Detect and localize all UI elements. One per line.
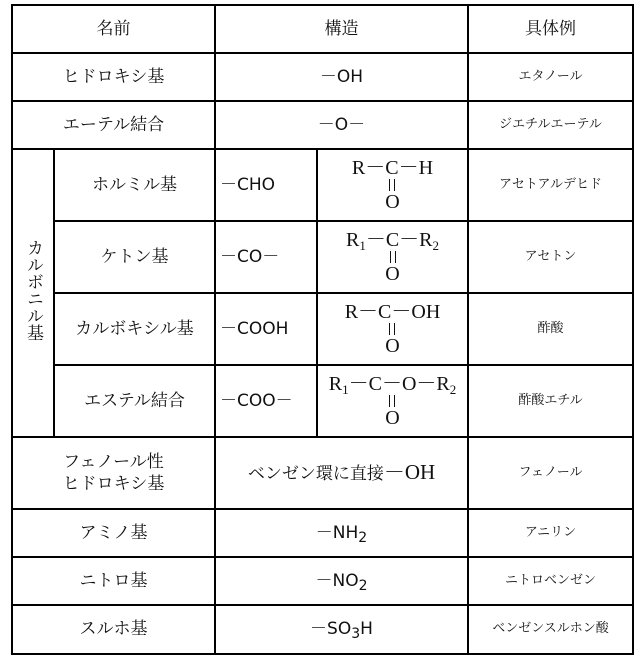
sulfo-formula: $-SO_3H$: [215, 605, 468, 654]
row-ether: [12, 101, 633, 149]
hydroxy-formula: －OH: [215, 53, 468, 101]
carbonyl-group-text: カルボニル基: [23, 238, 44, 341]
amino-name: アミノ基: [12, 509, 215, 557]
amino-example: アニリン: [468, 509, 633, 557]
ketone-formula: －CO－: [215, 221, 317, 293]
ether-formula: －O－: [215, 101, 468, 149]
row-hydroxy: [12, 53, 633, 101]
ether-example: ジエチルエーテル: [468, 101, 633, 149]
nitro-example: ニトロベンゼン: [468, 557, 633, 605]
header-structure: 構造: [215, 5, 468, 53]
sulfo-example: ベンゼンスルホン酸: [468, 605, 633, 654]
ketone-name: ケトン基: [54, 221, 215, 293]
ether-name: エーテル結合: [12, 101, 215, 149]
ketone-structure: [317, 221, 468, 293]
hydroxy-example: エタノール: [468, 53, 633, 101]
header-example: 具体例: [468, 5, 633, 53]
double-bond-icon: [389, 179, 395, 191]
formyl-structure: [317, 149, 468, 221]
carbonyl-group-label: [12, 149, 54, 437]
ester-structure: [317, 365, 468, 437]
nitro-name: ニトロ基: [12, 557, 215, 605]
phenolic-formula: ベンゼン環に直接－OH: [215, 437, 468, 509]
ester-name: エステル結合: [54, 365, 215, 437]
ester-structural-formula: $R_1-C-O-R_2$ O: [328, 373, 457, 429]
header-name: 名前: [12, 5, 215, 53]
row-ester: [12, 365, 633, 437]
formyl-formula: －CHO: [215, 149, 317, 221]
double-bond-icon: [389, 395, 395, 407]
phenolic-name: フェノール性 ヒドロキシ基: [12, 437, 215, 509]
double-bond-icon: [389, 323, 395, 335]
formyl-structural-formula: R－C－H O: [351, 157, 434, 213]
header-row: [12, 5, 633, 53]
ketone-example: アセトン: [468, 221, 633, 293]
nitro-formula: $-NO_2$: [215, 557, 468, 605]
sulfo-name: スルホ基: [12, 605, 215, 654]
functional-groups-table: [11, 4, 634, 655]
phenolic-example: フェノール: [468, 437, 633, 509]
row-ketone: [12, 221, 633, 293]
hydroxy-name: ヒドロキシ基: [12, 53, 215, 101]
row-nitro: [12, 557, 633, 605]
carboxyl-formula: －COOH: [215, 293, 317, 365]
row-amino: [12, 509, 633, 557]
ester-example: 酢酸エチル: [468, 365, 633, 437]
row-formyl: [12, 149, 633, 221]
formyl-example: アセトアルデヒド: [468, 149, 633, 221]
carboxyl-name: カルボキシル基: [54, 293, 215, 365]
carboxyl-example: 酢酸: [468, 293, 633, 365]
ketone-structural-formula: $R_1-C-R_2$ O: [345, 229, 440, 285]
ester-formula: －COO－: [215, 365, 317, 437]
carboxyl-structural-formula: R－C－OH O: [344, 301, 441, 357]
amino-formula: $-NH_2$: [215, 509, 468, 557]
row-phenolic: [12, 437, 633, 509]
carboxyl-structure: [317, 293, 468, 365]
row-carboxyl: [12, 293, 633, 365]
double-bond-icon: [390, 251, 396, 263]
row-sulfo: [12, 605, 633, 654]
formyl-name: ホルミル基: [54, 149, 215, 221]
